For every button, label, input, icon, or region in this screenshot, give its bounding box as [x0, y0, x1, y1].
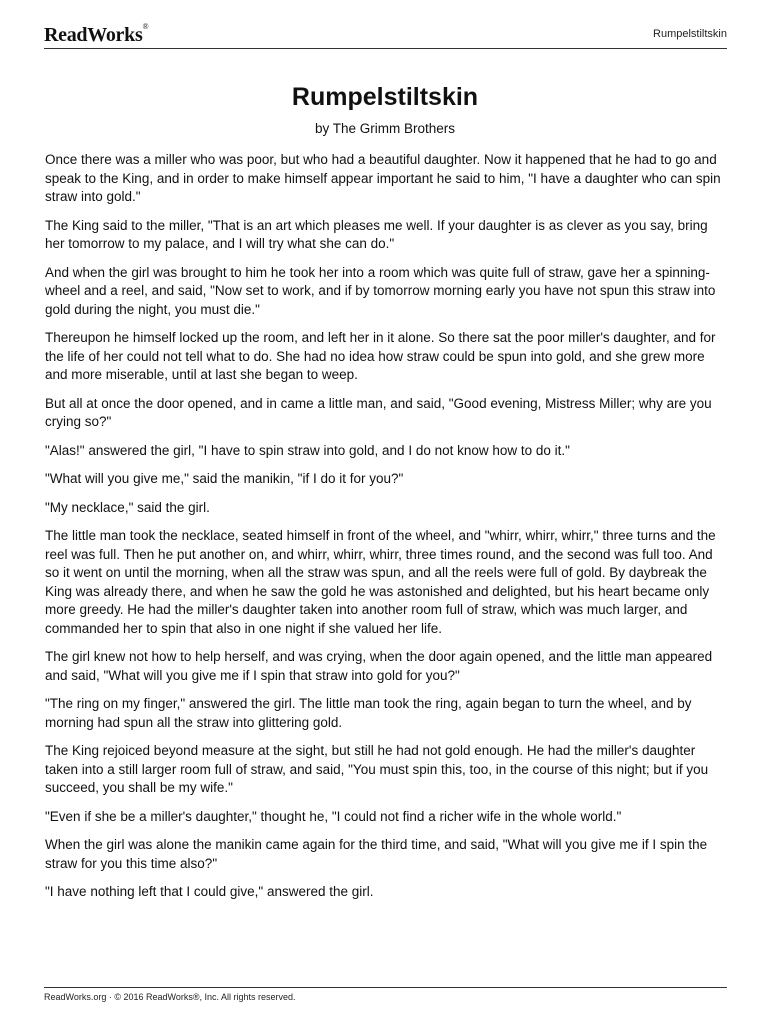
paragraph: Once there was a miller who was poor, but who had a beautiful daughter. Now it happened that he had to go and speak to the King, and in order to make himself appear important he said to him, "I have a daughter who can spin straw into gold.": [45, 152, 721, 204]
document-title: Rumpelstiltskin: [291, 83, 479, 111]
story-body: [45, 151, 730, 912]
readworks-logo: [44, 24, 148, 47]
paragraph: The King said to the miller, "That is an art which pleases me well. If your daughter is as clever as you say, bring her tomorrow to my palace, and I will try what she can do.": [45, 217, 708, 251]
registered-mark: ®: [142, 22, 149, 31]
page-footer: [44, 987, 727, 1002]
paragraph: "Even if she be a miller's daughter," thought he, "I could not find a richer wife in the whole world.": [45, 808, 622, 824]
copyright-text: ReadWorks.org · © 2016 ReadWorks®, Inc. All rights reserved.: [44, 992, 296, 1002]
paragraph: "Alas!" answered the girl, "I have to spin straw into gold, and I do not know how to do it.": [45, 442, 570, 458]
paragraph: The King rejoiced beyond measure at the sight, but still he had not gold enough. He had the miller's daughter taken into a still larger room full of straw, and said, "You must spin this, too, in the course of this night; but if you succeed, you shall be my wife.": [45, 743, 709, 795]
paragraph: "I have nothing left that I could give," answered the girl.: [45, 884, 374, 899]
paragraph: The girl knew not how to help herself, and was crying, when the door again opened, and the little man appeared and said, "What will you give me if I spin that straw into gold for you?": [45, 649, 713, 683]
page-header: [44, 22, 727, 49]
paragraph: "My necklace," said the girl.: [45, 499, 210, 515]
paragraph: "The ring on my finger," answered the girl. The little man took the ring, again began to turn the wheel, and by morning had spun all the straw into glittering gold.: [45, 696, 692, 730]
paragraph: When the girl was alone the manikin came again for the third time, and said, "What will you give me if I spin the straw for you this time also?": [45, 837, 708, 871]
paragraph: "What will you give me," said the manikin, "if I do it for you?": [45, 471, 404, 486]
running-title: Rumpelstiltskin: [653, 28, 727, 40]
paragraph: The little man took the necklace, seated himself in front of the wheel, and "whirr, whirr, whirr," three turns and the reel was full. Then he put another on, and whirr, whirr, whirr, three times round, and the second was full too. And so it went on until the morning, when all the straw was spun, and all the reels were full of gold. By daybreak the King was already there, and when he saw the gold he was astonished and delighted, but his heart became only more greedy. He had the miller's daughter taken into another room full of straw, which was much larger, and commanded her to spin that also in one night if she valued her life.: [45, 528, 716, 636]
logo-text: ReadWorks: [44, 24, 143, 46]
paragraph: And when the girl was brought to him he took her into a room which was quite full of straw, gave her a spinning-wheel and a reel, and said, "Now set to work, and if by tomorrow morning early you have not spun this straw into gold during the night, you must die.": [45, 264, 716, 317]
paragraph: Thereupon he himself locked up the room, and left her in it alone. So there sat the poor miller's daughter, and for the life of her could not tell what to do. She had no idea how straw could be spun into gold, and she grew more and more miserable, until at last she began to weep.: [45, 330, 716, 382]
document-byline: by The Grimm Brothers: [314, 121, 456, 136]
paragraph: But all at once the door opened, and in came a little man, and said, "Good evening, Mistress Miller; why are you crying so?": [45, 395, 712, 429]
